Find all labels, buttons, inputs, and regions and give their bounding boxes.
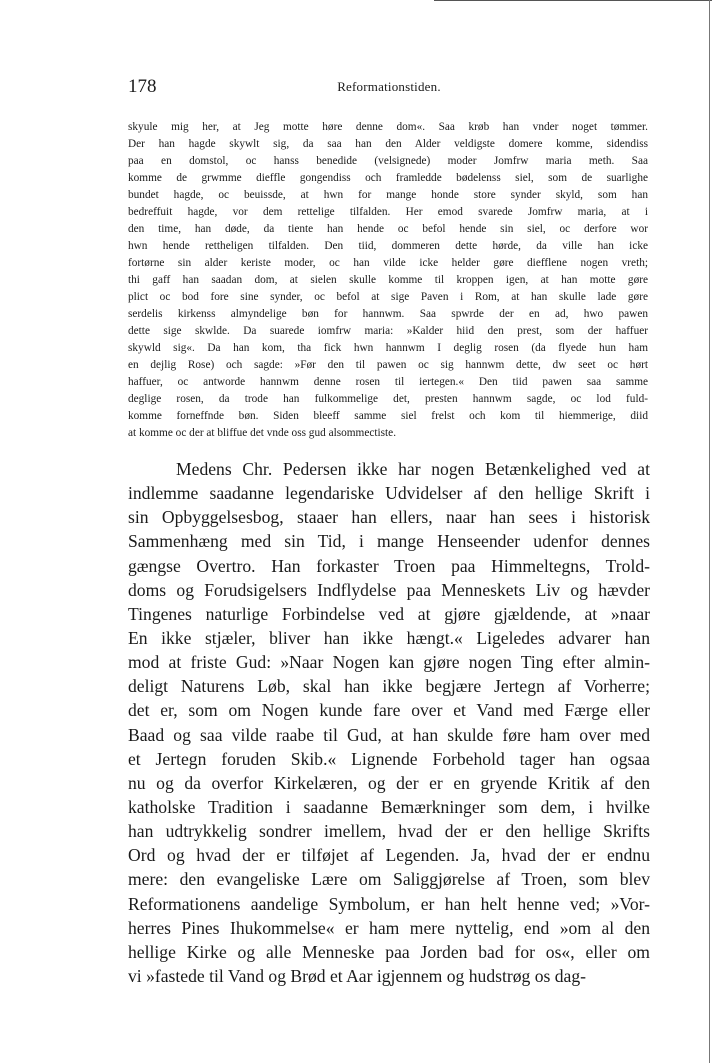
quote-line: bedreffuit hagde, vor dem rettelige tilfalden. Her emod svarede Jomfrw maria, at i — [128, 206, 648, 218]
body-line: Ord og hvad der er tilføjet af Legenden. Ja, hvad der er endnu — [128, 845, 650, 866]
body-line: sin Opbyggelsesbog, staaer han ellers, naar han sees i historisk — [128, 507, 650, 528]
quote-line: en dejlig Rose) och sagde: »Før den til pawen oc sig hannwm dette, dw seet oc hørt — [128, 359, 648, 371]
top-rule — [434, 0, 712, 1]
quote-line: at komme oc der at bliffue det vnde oss gud alsommectiste. — [128, 427, 397, 439]
body-line: det er, som om Nogen kunde fare over et Vand med Færge eller — [128, 700, 650, 721]
body-line: gængse Overtro. Han forkaster Troen paa Himmeltegns, Trold- — [128, 555, 650, 576]
body-line: deligt Naturens Løb, skal han ikke begjære Jertegn af Vorherre; — [128, 676, 650, 697]
quoted-passage — [128, 119, 648, 442]
body-line: et Jertegn foruden Skib.« Lignende Forbehold tager han ogsaa — [128, 748, 650, 769]
page-header — [128, 76, 650, 98]
quote-line: thi gaff han saadan dom, at sielen skulle komme til kroppen igen, at han motte gøre — [128, 274, 648, 286]
body-line: Reformationens aandelige Symbolum, er han helt henne ved; »Vor- — [128, 893, 650, 914]
quote-line: haffuer, oc antworde hannwm denne rosen til iertegen.« Den tiid pawen saa samme — [128, 376, 648, 388]
body-line: Tingenes naturlige Forbindelse ved at gjøre gjældende, at »naar — [128, 603, 650, 624]
body-line: katholske Tradition i saadanne Bemærkninger som dem, i hvilke — [128, 796, 650, 817]
quote-line: komme forneffnde bøn. Siden bleeff samme siel frelst och kom til hiemmerige, diid — [128, 410, 648, 422]
quote-line: serdelis kirkenss almyndelige bøn for hannwm. Saa spwrde der en ad, hwo pawen — [128, 308, 648, 320]
body-line: En ikke stjæler, bliver han ikke hængt.« Ligeledes advarer han — [128, 627, 650, 648]
body-line: Medens Chr. Pedersen ikke har nogen Betænkelighed ved at — [176, 459, 650, 479]
body-line: mod at friste Gud: »Naar Nogen kan gjøre nogen Ting efter almin- — [128, 652, 650, 673]
quote-line: plict oc bod fore sine synder, oc befol at sige Paven i Rom, at han skulle lade gøre — [128, 291, 648, 303]
body-line: Sammenhæng med sin Tid, i mange Henseender udenfor dennes — [128, 531, 650, 552]
quote-line: bundet hagde, oc beuissde, at hwn for mange honde store synder skyld, som han — [128, 189, 648, 201]
running-title: Reformationstiden. — [337, 79, 441, 94]
quote-line: dette sige skwlde. Da suarede iomfrw maria: »Kalder hiid den prest, som der haffuer — [128, 325, 648, 337]
quote-line: skyule mig her, at Jeg motte høre denne dom«. Saa krøb han vnder noget tømmer. — [128, 121, 648, 133]
quote-line: skywld sig«. Da han kom, tha fick hwn hannwm I deglig rosen (da flyede hun ham — [128, 342, 648, 354]
quote-line: Der han hagde skywlt sig, da saa han den Alder veldigste domere komme, sidendiss — [128, 138, 648, 150]
body-line: mere: den evangeliske Lære om Saliggjørelse af Troen, som blev — [128, 869, 650, 890]
page-number: 178 — [128, 76, 157, 97]
body-line: hellige Kirke og alle Menneske paa Jorden bad for os«, eller om — [128, 941, 650, 962]
body-line: nu og da overfor Kirkelæren, og der er en gryende Kritik af den — [128, 772, 650, 793]
quote-line: fortørne sin alder keriste moder, oc han vilde icke helder gøre diefflene nogen vreth; — [128, 257, 648, 269]
quote-line: den time, han døde, da tiente han hende oc befol hende sin siel, oc derfore wor — [128, 223, 648, 235]
quote-line: paa en domstol, oc hanss benedide (velsignede) moder Jomfrw maria meth. Saa — [128, 155, 648, 167]
body-line: doms og Forudsigelsers Indflydelse paa Menneskets Liv og hævder — [128, 579, 650, 600]
body-line: indlemme saadanne legendariske Udvidelser af den hellige Skrift i — [128, 483, 650, 504]
quote-line: hwn hende rettheligen tilfalden. Den tiid, dommeren dette hørde, da ville han icke — [128, 240, 648, 252]
body-paragraph — [128, 457, 650, 988]
right-edge-rule — [709, 0, 710, 1063]
body-line: han udtrykkelig sondrer imellem, hvad der er den hellige Skrifts — [128, 821, 650, 842]
body-line: vi »fastede til Vand og Brød et Aar igjennem og hudstrøg os dag- — [128, 965, 587, 986]
body-line: herres Pines Ihukommelse« er ham mere nyttelig, end »om al den — [128, 917, 650, 938]
quote-line: deglige rosen, da trode han fulkommelige det, presten hannwm sagde, oc lod fuld- — [128, 393, 648, 405]
quote-line: komme de grwmme dieffle gongendiss och framledde bødelenss siel, som de suarlighe — [128, 172, 648, 184]
body-line: Baad og saa vilde raabe til Gud, at han skulde føre ham over med — [128, 724, 650, 745]
